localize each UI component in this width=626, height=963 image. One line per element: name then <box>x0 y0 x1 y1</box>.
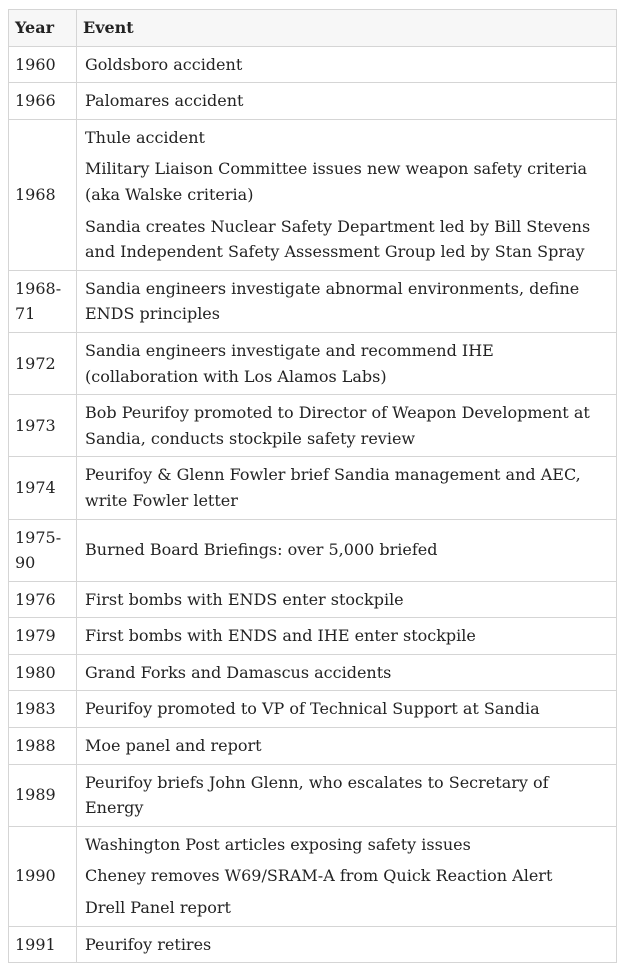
header-row <box>9 10 617 47</box>
event-text: Burned Board Briefings: over 5,000 briefed <box>85 540 438 560</box>
event-cell <box>77 395 617 457</box>
event-cell <box>77 332 617 394</box>
event-text: Thule accident <box>85 127 205 147</box>
event-text: Palomares accident <box>85 91 244 111</box>
year-cell: 1988 <box>9 728 77 765</box>
event-text: Peurifoy & Glenn Fowler brief Sandia management and AEC, write Fowler letter <box>85 465 581 510</box>
table-row <box>9 764 617 826</box>
table-row <box>9 332 617 394</box>
event-cell <box>77 654 617 691</box>
event-text: First bombs with ENDS and IHE enter stockpile <box>85 626 476 646</box>
event-text: Peurifoy promoted to VP of Technical Support at Sandia <box>85 699 540 719</box>
year-cell: 1968 <box>9 119 77 270</box>
table-row <box>9 119 617 270</box>
year-cell: 1960 <box>9 46 77 83</box>
year-cell: 1983 <box>9 691 77 728</box>
timeline-table <box>8 9 617 963</box>
event-text: Cheney removes W69/SRAM-A from Quick Reaction Alert <box>85 866 553 886</box>
table-row <box>9 457 617 519</box>
event-cell <box>77 691 617 728</box>
table-row <box>9 83 617 120</box>
event-cell <box>77 764 617 826</box>
table-row <box>9 691 617 728</box>
table-row <box>9 519 617 581</box>
year-cell: 1975-90 <box>9 519 77 581</box>
year-cell: 1979 <box>9 618 77 655</box>
year-cell: 1974 <box>9 457 77 519</box>
year-cell: 1980 <box>9 654 77 691</box>
event-cell <box>77 926 617 963</box>
event-cell <box>77 581 617 618</box>
table-row <box>9 728 617 765</box>
year-cell: 1972 <box>9 332 77 394</box>
year-cell: 1991 <box>9 926 77 963</box>
year-cell: 1990 <box>9 826 77 926</box>
year-column-header: Year <box>9 10 77 47</box>
event-text: Peurifoy retires <box>85 934 212 954</box>
event-text: Military Liaison Committee issues new weapon safety criteria (aka Walske criteria) <box>85 159 588 204</box>
event-text: Grand Forks and Damascus accidents <box>85 662 392 682</box>
year-cell: 1966 <box>9 83 77 120</box>
event-cell <box>77 83 617 120</box>
event-cell <box>77 46 617 83</box>
year-cell: 1968-71 <box>9 270 77 332</box>
table-row <box>9 826 617 926</box>
year-cell: 1976 <box>9 581 77 618</box>
table-row <box>9 46 617 83</box>
event-text: Drell Panel report <box>85 898 231 918</box>
event-text: Peurifoy briefs John Glenn, who escalates to Secretary of Energy <box>85 772 549 818</box>
event-text: Goldsboro accident <box>85 54 243 74</box>
table-row <box>9 926 617 963</box>
event-text: Washington Post articles exposing safety issues <box>85 834 471 854</box>
table-row <box>9 395 617 457</box>
table-row <box>9 654 617 691</box>
event-cell <box>77 119 617 270</box>
event-text: Sandia engineers investigate and recommend IHE (collaboration with Los Alamos Labs) <box>85 340 494 386</box>
table-body <box>9 46 617 963</box>
event-text: Sandia engineers investigate abnormal environments, define ENDS principles <box>85 278 580 324</box>
event-text: Bob Peurifoy promoted to Director of Weapon Development at Sandia, conducts stockpile safety review <box>85 403 590 448</box>
table-row <box>9 581 617 618</box>
table-row <box>9 618 617 655</box>
event-column-header: Event <box>77 10 617 47</box>
year-cell: 1989 <box>9 764 77 826</box>
table-header <box>9 10 617 47</box>
table-row <box>9 270 617 332</box>
event-cell <box>77 618 617 655</box>
event-text: First bombs with ENDS enter stockpile <box>85 589 404 609</box>
event-cell <box>77 728 617 765</box>
event-cell <box>77 457 617 519</box>
year-cell: 1973 <box>9 395 77 457</box>
event-text: Sandia creates Nuclear Safety Department led by Bill Stevens and Independent Safety Assessment Group led by Stan Spray <box>85 216 591 262</box>
event-cell <box>77 826 617 926</box>
event-cell <box>77 270 617 332</box>
event-text: Moe panel and report <box>85 736 262 756</box>
event-cell <box>77 519 617 581</box>
